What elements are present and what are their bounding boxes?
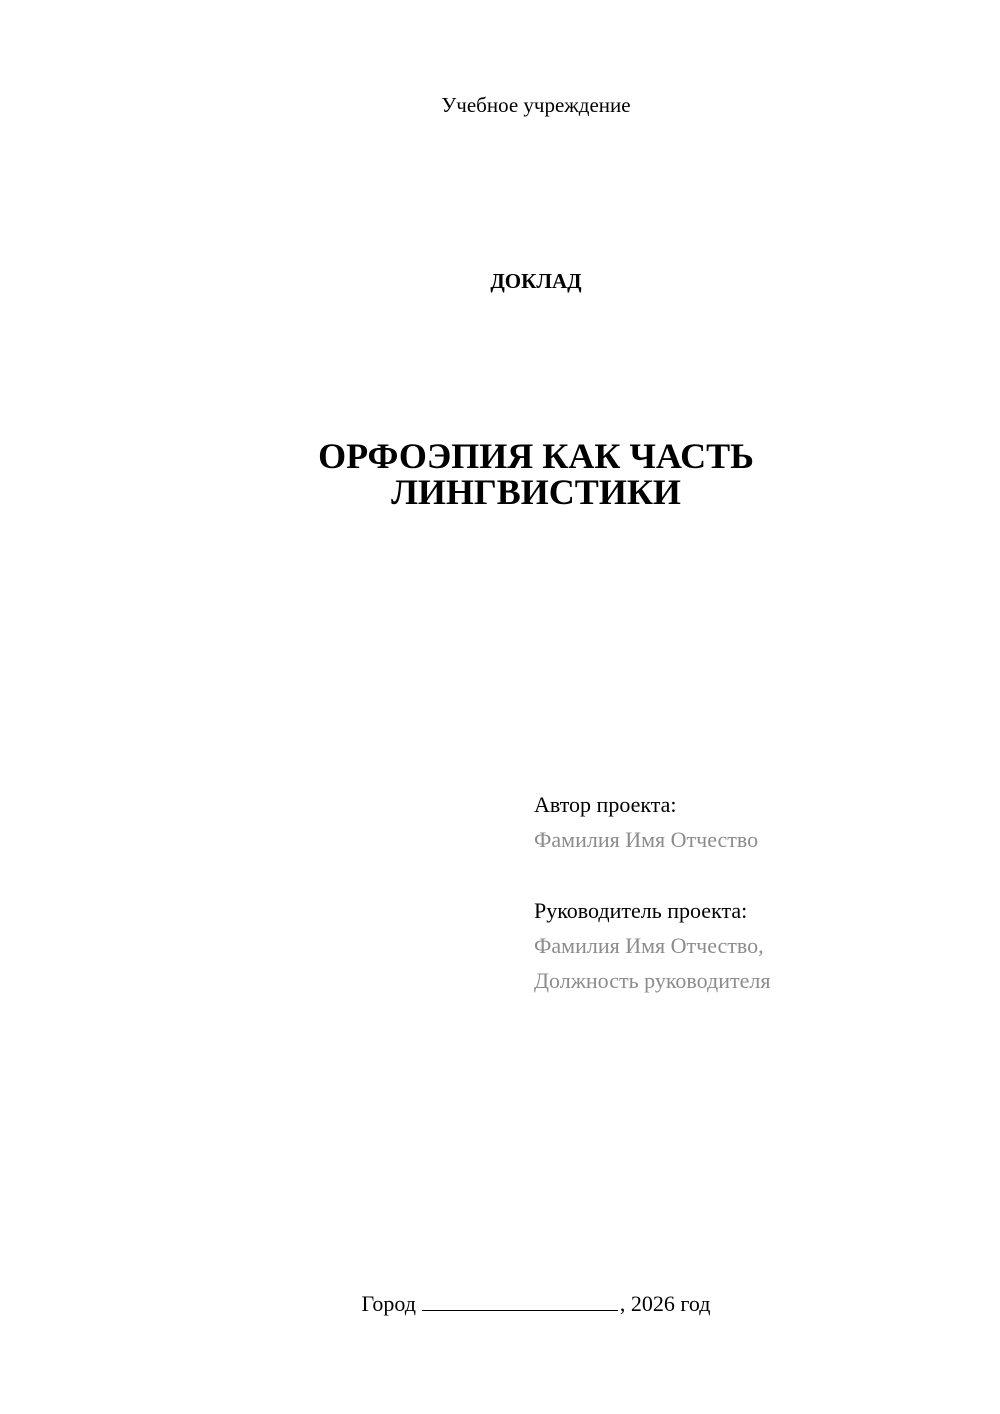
city-label: Город (361, 1291, 416, 1316)
author-label: Автор проекта: (534, 792, 677, 817)
info-spacer (534, 857, 974, 893)
report-title-line-1: ОРФОЭПИЯ КАК ЧАСТЬ (318, 436, 754, 476)
report-title-line-2: ЛИНГВИСТИКИ (391, 472, 681, 512)
document-type: ДОКЛАД (490, 269, 582, 293)
supervisor-position: Должность руководителя (534, 968, 771, 993)
project-info (534, 787, 974, 998)
institution-name: Учебное учреждение (441, 93, 631, 117)
year-text: , 2026 год (619, 1291, 711, 1316)
city-blank-line (422, 1290, 618, 1311)
city-year-line (0, 1290, 1000, 1318)
supervisor-label: Руководитель проекта: (534, 898, 748, 923)
author-name: Фамилия Имя Отчество (534, 827, 759, 852)
report-title (0, 438, 1000, 510)
supervisor-name: Фамилия Имя Отчество, (534, 933, 764, 958)
